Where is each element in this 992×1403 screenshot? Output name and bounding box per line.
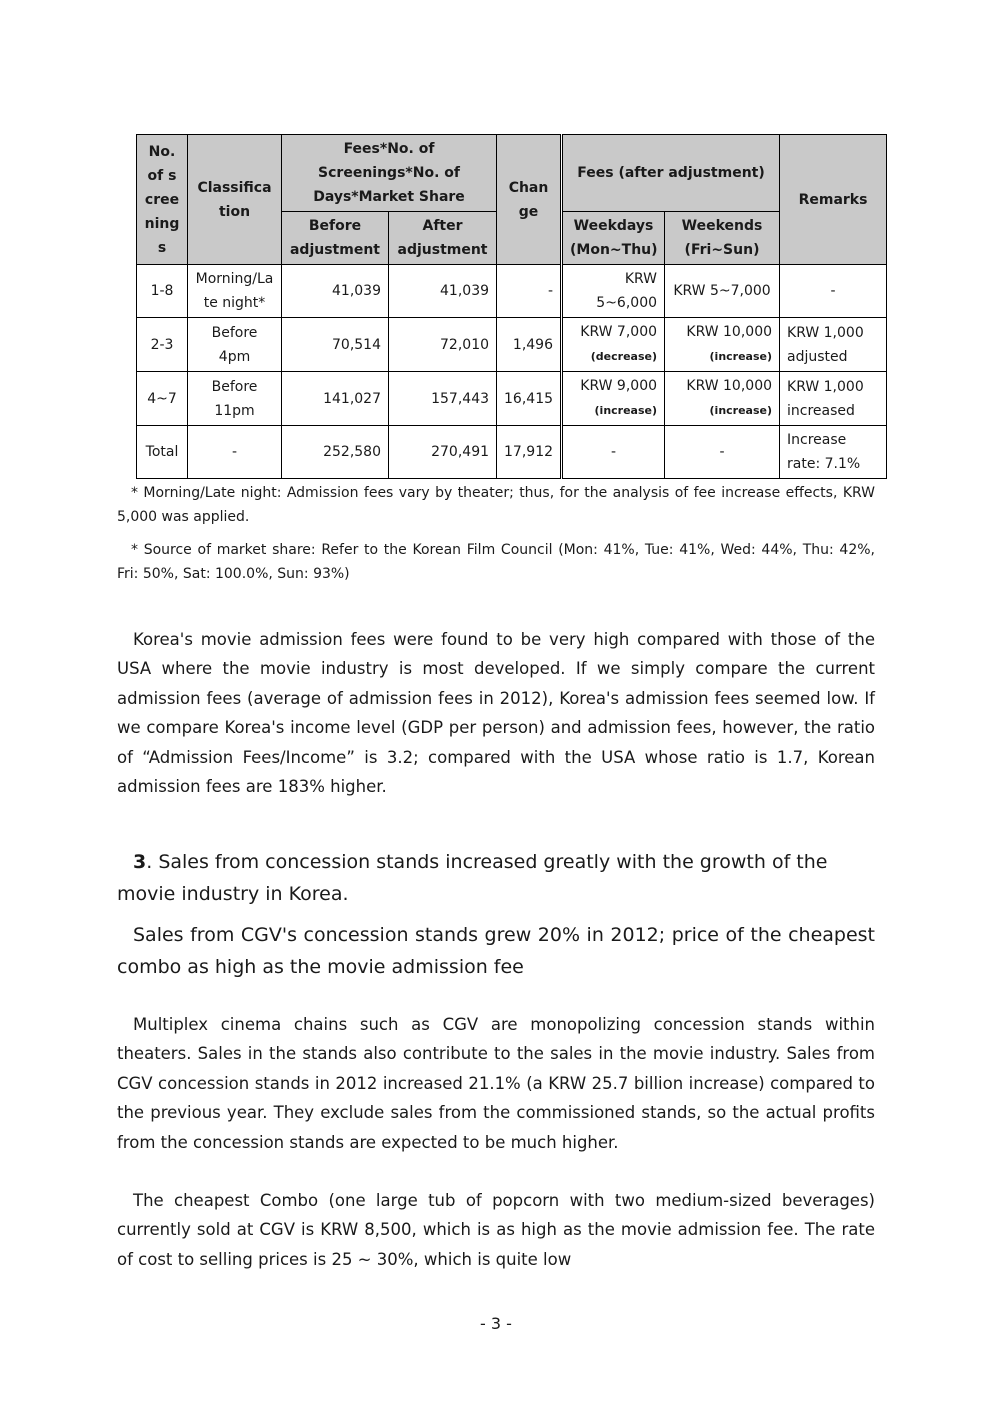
cell-remarks: - (780, 265, 887, 318)
cell-screenings: 4~7 (137, 372, 188, 426)
cell-change: 17,912 (497, 426, 562, 479)
section-heading (117, 846, 875, 910)
header-change: Change (497, 135, 562, 265)
cell-weekends-value: KRW 10,000 (686, 378, 773, 394)
cell-weekends-value: KRW 5~7,000 (673, 283, 771, 299)
cell-weekdays-value: KRW 5~6,000 (596, 271, 658, 311)
section-heading-text: . Sales from concession stands increased greatly with the growth of the movie industry in Korea. (117, 851, 828, 905)
cell-before: 141,027 (282, 372, 389, 426)
cell-screenings: 1-8 (137, 265, 188, 318)
table-row (137, 318, 887, 372)
header-weekdays: Weekdays (Mon~Thu) (562, 212, 665, 265)
paragraph-concession-stands: Multiplex cinema chains such as CGV are monopolizing concession stands within theaters. Sales in the stands also contribute to the sales in the movie industry. Sales from CGV concession stands in 2012 increased 21.1% (a KRW 25.7 billion increase) compared to the previous year. They exclude sales from the commissioned stands, so the actual profits from the concession stands are expected to be much higher. (117, 1015, 875, 1152)
cell-screenings: Total (137, 426, 188, 479)
cell-remarks: KRW 1,000 increased (780, 372, 887, 426)
cell-after: 157,443 (389, 372, 497, 426)
footnote-morning-late-night: * Morning/Late night: Admission fees vary by theater; thus, for the analysis of fee increase effects, KRW 5,000 was applied. (117, 485, 875, 525)
header-screenings: No. of screenings (137, 135, 188, 265)
cell-weekdays-note: (decrease) (590, 350, 658, 363)
cell-weekdays-value: - (610, 444, 617, 460)
cell-screenings: 2-3 (137, 318, 188, 372)
cell-weekends (665, 265, 780, 318)
header-remarks: Remarks (780, 135, 887, 265)
cell-weekends-note: (increase) (709, 350, 773, 363)
cell-after: 270,491 (389, 426, 497, 479)
cell-change: - (497, 265, 562, 318)
section-number: 3 (133, 851, 147, 873)
header-weekends: Weekends (Fri~Sun) (665, 212, 780, 265)
header-fees-product: Fees*No. of Screenings*No. of Days*Market Share (282, 135, 497, 212)
cell-weekdays-value: KRW 7,000 (580, 324, 658, 340)
cell-classification: Before 4pm (188, 318, 282, 372)
cell-weekdays (562, 265, 665, 318)
cell-weekdays (562, 372, 665, 426)
paragraph-combo-price: The cheapest Combo (one large tub of popcorn with two medium-sized beverages) currently sold at CGV is KRW 8,500, which is as high as the movie admission fee. The rate of cost to selling prices is 25 ~ 30%, which is quite low (117, 1191, 875, 1269)
cell-change: 16,415 (497, 372, 562, 426)
cell-classification: Before 11pm (188, 372, 282, 426)
cell-weekdays (562, 318, 665, 372)
cell-weekdays-note: (increase) (594, 404, 658, 417)
cell-weekends (665, 372, 780, 426)
header-before: Before adjustment (282, 212, 389, 265)
cell-after: 41,039 (389, 265, 497, 318)
cell-before: 252,580 (282, 426, 389, 479)
fee-adjustment-table (136, 134, 887, 479)
cell-weekends (665, 318, 780, 372)
table-row (137, 265, 887, 318)
cell-after: 72,010 (389, 318, 497, 372)
cell-before: 70,514 (282, 318, 389, 372)
cell-remarks: Increase rate: 7.1% (780, 426, 887, 479)
cell-weekends-value: - (719, 444, 725, 460)
cell-weekdays (562, 426, 665, 479)
cell-weekends (665, 426, 780, 479)
header-after: After adjustment (389, 212, 497, 265)
cell-remarks: KRW 1,000 adjusted (780, 318, 887, 372)
table-row (137, 372, 887, 426)
header-classification: Classification (188, 135, 282, 265)
page-number: - 3 - (480, 1314, 512, 1333)
cell-before: 41,039 (282, 265, 389, 318)
cell-weekends-note: (increase) (709, 404, 773, 417)
header-fees-after: Fees (after adjustment) (562, 135, 780, 212)
cell-classification: - (188, 426, 282, 479)
cell-classification: Morning/Late night* (188, 265, 282, 318)
section-subheading: Sales from CGV's concession stands grew 20% in 2012; price of the cheapest combo as high as the movie admission fee (117, 924, 875, 978)
table-row (137, 426, 887, 479)
footnote-market-share-source: * Source of market share: Refer to the Korean Film Council (Mon: 41%, Tue: 41%, Wed: 44%, Thu: 42%, Fri: 50%, Sat: 100.0%, Sun: 93%) (117, 542, 875, 582)
cell-weekdays-value: KRW 9,000 (580, 378, 658, 394)
cell-change: 1,496 (497, 318, 562, 372)
paragraph-admission-fees: Korea's movie admission fees were found to be very high compared with those of the USA where the movie industry is most developed. If we simply compare the current admission fees (average of admission fees in 2012), Korea's admission fees seemed low. If we compare Korea's income level (GDP per person) and admission fees, however, the ratio of “Admission Fees/Income” is 3.2; compared with the USA whose ratio is 1.7, Korean admission fees are 183% higher. (117, 630, 875, 797)
cell-weekends-value: KRW 10,000 (686, 324, 773, 340)
